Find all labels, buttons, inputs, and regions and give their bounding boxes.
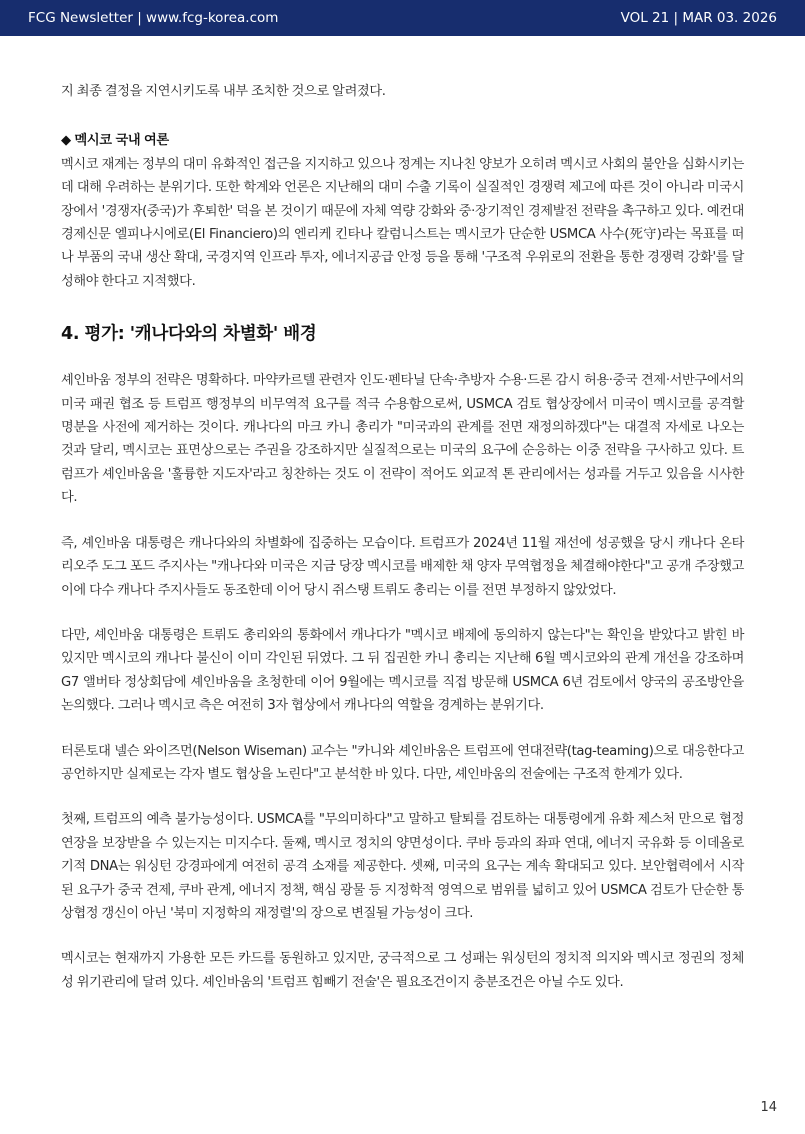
subsection-paragraph: 멕시코 재계는 정부의 대미 유화적인 접근을 지지하고 있으나 정계는 지나친 양보가 오히려 멕시코 사회의 불안을 심화시키는데 대해 우려하는 분위기다. 또한 학계와 언론은 지난해의 대미 수출 기록이 실질적인 경쟁력 제고에 따른 것이 아니라 미국시장에서 '경쟁자(중국)가 후퇴한' 덕을 본 것이기 때문에 자체 역량 강화와 중·장기적인 경제발전 전략을 촉구하고 있다. 예컨대 경제신문 엘피나시에로(El Financiero)의 엔리케 킨타나 칼럼니스트는 멕시코가 단순한 USMCA 사수(死守)라는 목표를 떠나 부품의 국내 생산 확대, 국경지역 인프라 투자, 에너지공급 안정 등을 통해 '구조적 우위로의 전환을 통한 경쟁력 강화'를 달성해야 한다고 지적했다. — [61, 156, 744, 289]
page-number: 14 — [760, 1100, 777, 1115]
article-body — [61, 80, 744, 1016]
newsletter-header-bar — [0, 0, 805, 36]
body-paragraph: 다만, 셰인바움 대통령은 트뤼도 총리와의 통화에서 캐나다가 "멕시코 배제에 동의하지 않는다"는 확인을 받았다고 밝힌 바 있지만 멕시코의 캐나다 불신이 이미 각인된 뒤였다. 그 뒤 집권한 카니 총리는 지난해 6월 멕시코와의 관계 개선을 강조하며 G7 앨버타 정상회담에 셰인바움을 초청한데 이어 9월에는 멕시코를 직접 방문해 USMCA 6년 검토에서 양국의 공조방안을 논의했다. 그러나 멕시코 측은 여전히 3자 협상에서 캐나다의 역할을 경계하는 분위기다. — [61, 627, 744, 714]
body-paragraph: 즉, 셰인바움 대통령은 캐나다와의 차별화에 집중하는 모습이다. 트럼프가 2024년 11월 재선에 성공했을 당시 캐나다 온타리오주 도그 포드 주지사는 "캐나다와 미국은 지금 당장 멕시코를 배제한 채 양자 무역협정을 체결해야한다"고 공개 주장했고 이에 다수 캐나다 주지사들도 동조한데 이어 당시 쥐스탱 트뤼도 총리는 이를 전면 부정하지 않았었다. — [61, 535, 744, 598]
issue-volume-date: VOL 21 | MAR 03. 2026 — [620, 10, 777, 26]
body-paragraph: 셰인바움 정부의 전략은 명확하다. 마약카르텔 관련자 인도·펜타닐 단속·추방자 수용·드론 감시 허용·중국 견제·서반구에서의 미국 패권 협조 등 트럼프 행정부의 비무역적 요구를 적극 수용함으로써, USMCA 검토 협상장에서 미국이 멕시코를 공격할 명분을 사전에 제거하는 것이다. 캐나다의 마크 카니 총리가 "미국과의 관계를 전면 재정의하겠다"는 대결적 자세로 나오는 것과 달리, 멕시코는 표면상으로는 주권을 강조하지만 실질적으로는 미국의 요구에 순응하는 이중 전략을 구사하고 있다. 트럼프가 셰인바움을 '훌륭한 지도자'라고 칭찬하는 것도 이 전략이 적어도 외교적 톤 관리에서는 성과를 거두고 있음을 시사한다. — [61, 373, 744, 506]
intro-paragraph: 지 최종 결정을 지연시키도록 내부 조치한 것으로 알려졌다. — [61, 84, 386, 99]
subsection-heading: ◆ 멕시코 국내 여론 — [61, 133, 169, 149]
body-paragraph: 멕시코는 현재까지 가용한 모든 카드를 동원하고 있지만, 궁극적으로 그 성패는 워싱턴의 정치적 의지와 멕시코 정권의 정체성 위기관리에 달려 있다. 셰인바움의 '트럼프 힘빼기 전술'은 필요조건이지 충분조건은 아닐 수도 있다. — [61, 951, 744, 990]
body-paragraph: 첫째, 트럼프의 예측 불가능성이다. USMCA를 "무의미하다"고 말하고 탈퇴를 검토하는 대통령에게 유화 제스처 만으로 협정 연장을 보장받을 수 있는지는 미지수다. 둘째, 멕시코 정치의 양면성이다. 쿠바 등과의 좌파 연대, 에너지 국유화 등 이데올로기적 DNA는 워싱턴 강경파에게 여전히 공격 소재를 제공한다. 셋째, 미국의 요구는 계속 확대되고 있다. 보안협력에서 시작된 요구가 중국 견제, 쿠바 관계, 에너지 정책, 핵심 광물 등 지정학적 영역으로 범위를 넓히고 있어 USMCA 검토가 단순한 통상협정 갱신이 아닌 '북미 지정학의 재정렬'의 장으로 변질될 가능성이 크다. — [61, 812, 744, 921]
section-title: 4. 평가: '캐나다와의 차별화' 배경 — [61, 324, 317, 345]
body-paragraph: 터론토대 넬슨 와이즈먼(Nelson Wiseman) 교수는 "카니와 셰인바움은 트럼프에 연대전략(tag-teaming)으로 대응한다고 공언하지만 실제로는 각자 별도 협상을 노린다"고 분석한 바 있다. 다만, 셰인바움의 전술에는 구조적 한계가 있다. — [61, 743, 744, 782]
newsletter-site-label: FCG Newsletter | www.fcg-korea.com — [28, 10, 279, 26]
